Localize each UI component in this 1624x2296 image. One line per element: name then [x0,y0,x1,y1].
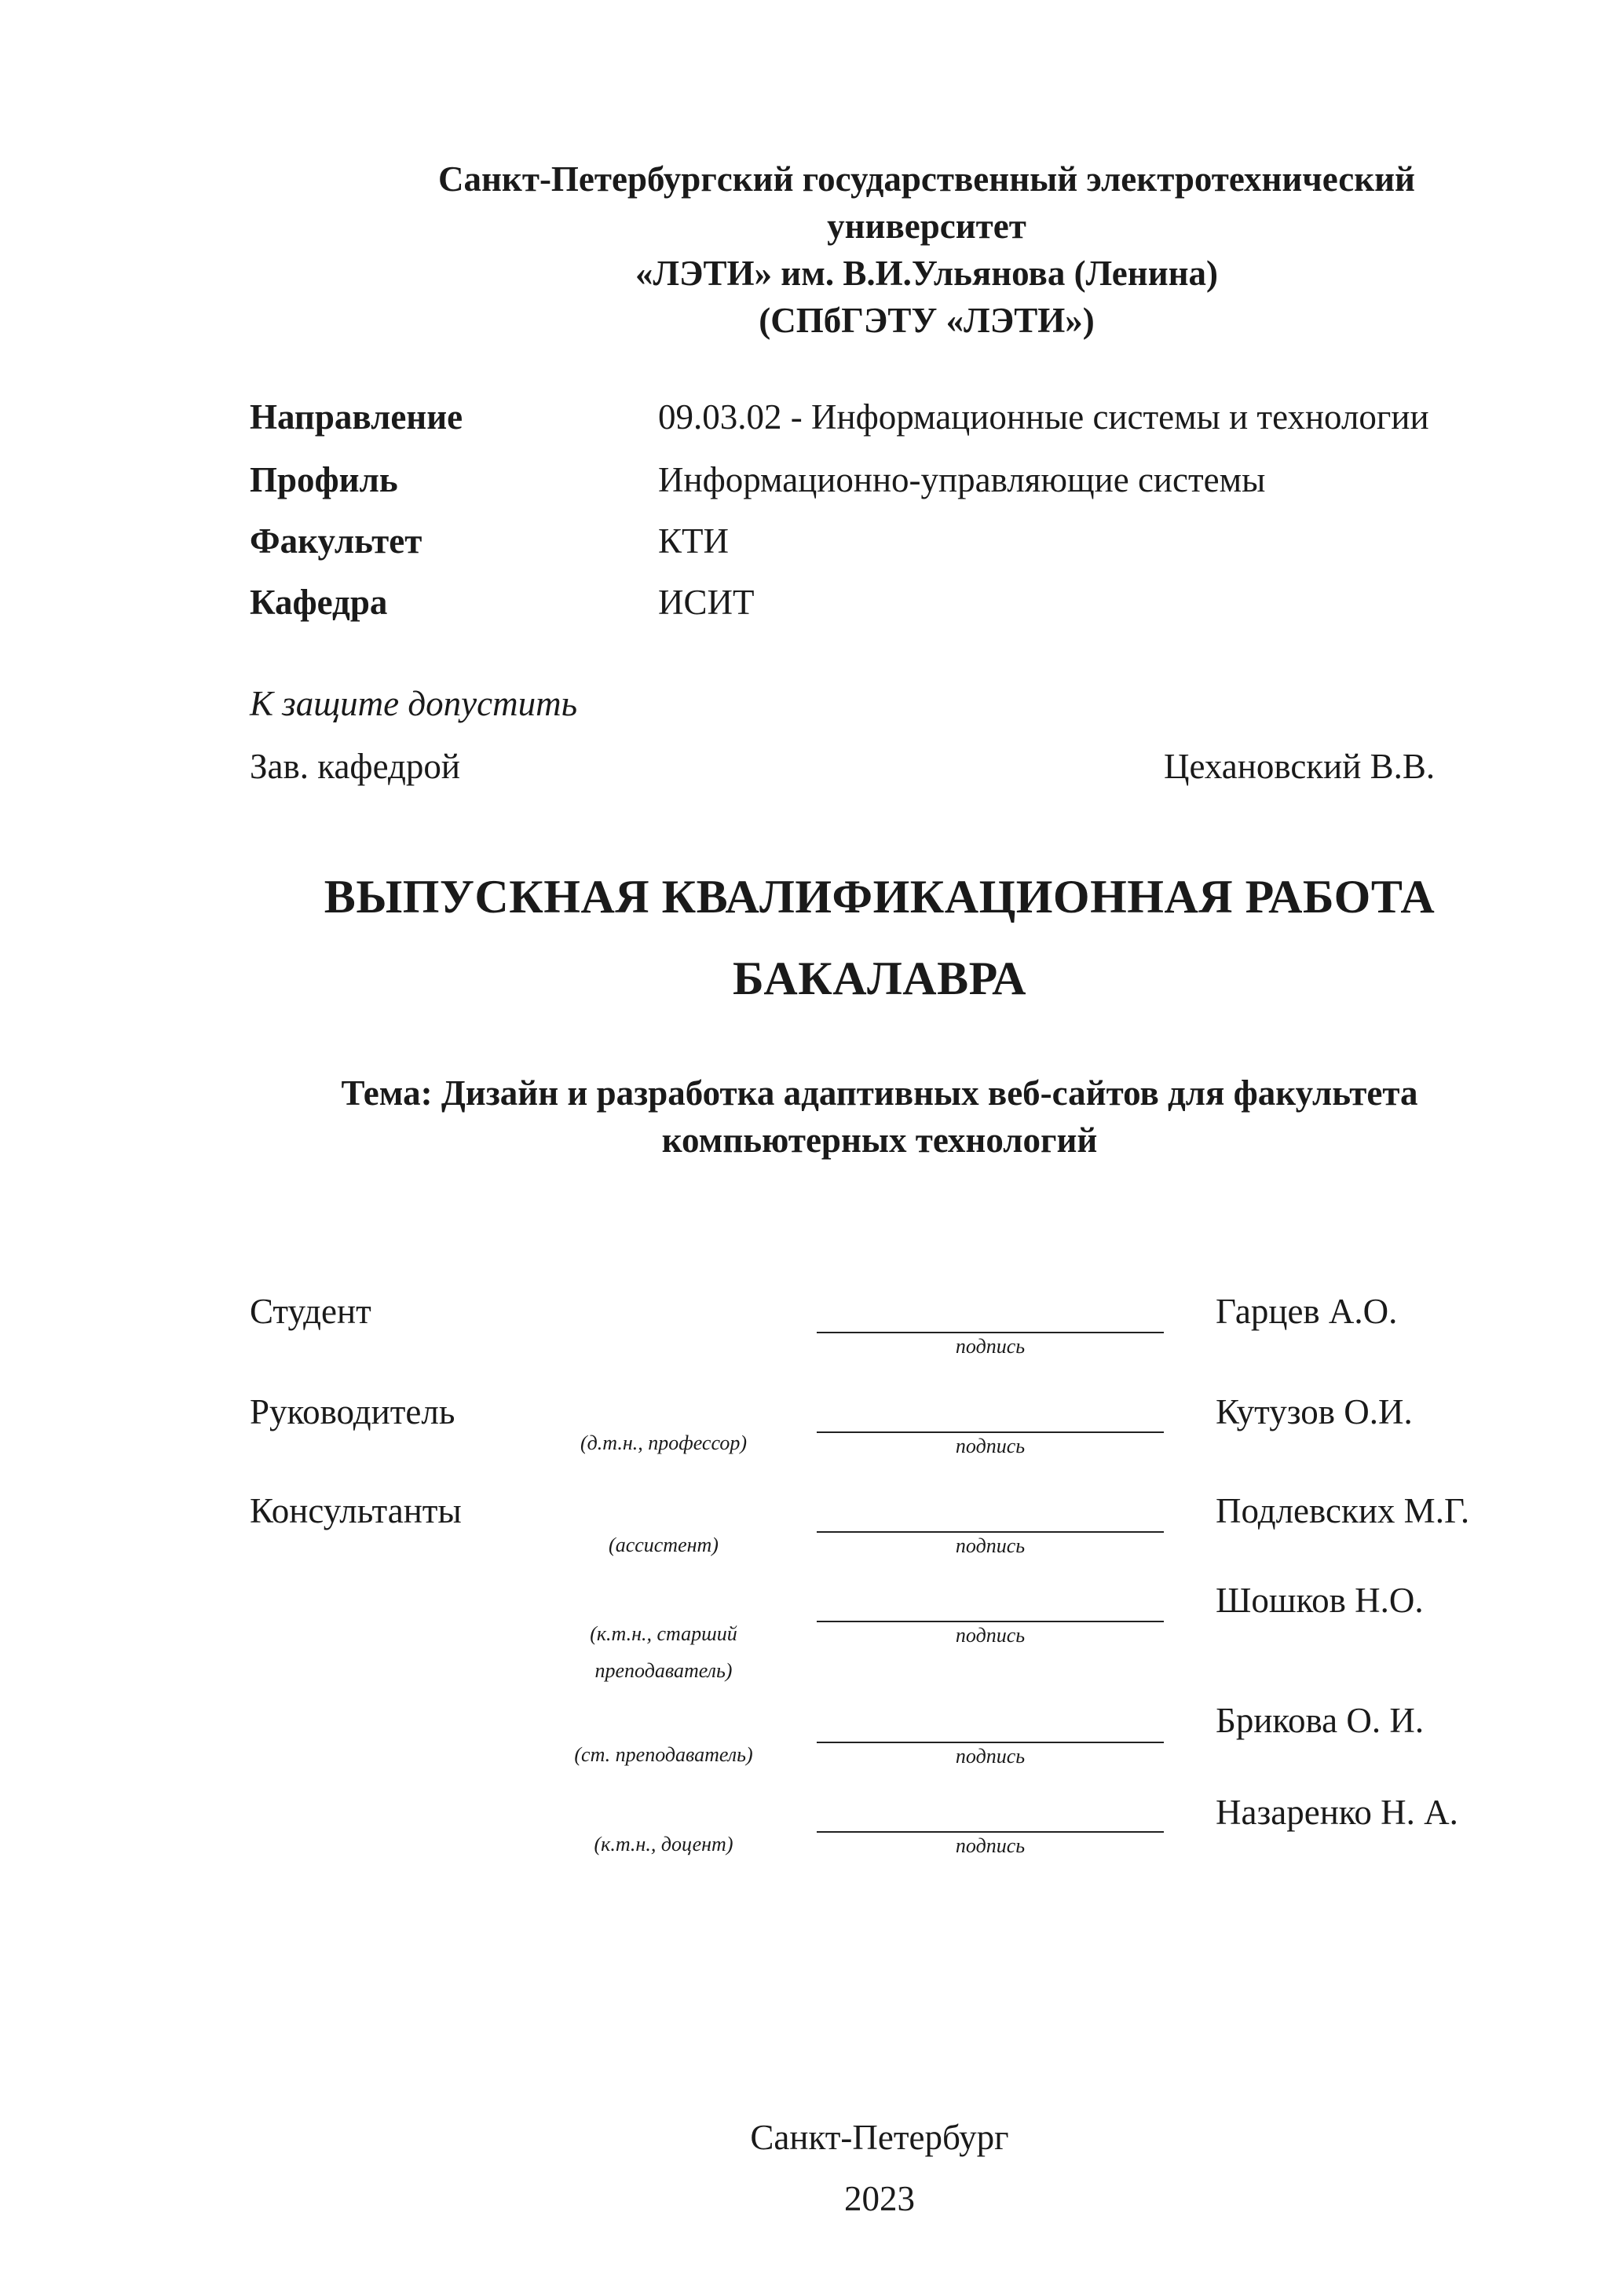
signature-line [817,1742,1164,1743]
student-name: Гарцев А.О. [1216,1292,1398,1331]
document-title [157,856,1602,1019]
admission-note: К защите допустить [250,684,578,723]
department-label: Кафедра [250,583,388,622]
consultant-rank: (ассистент) [609,1534,719,1556]
faculty-label: Факультет [250,521,422,561]
consultant-name: Назаренко Н. А. [1216,1793,1458,1832]
university-name [283,155,1571,344]
signature-line [817,1831,1164,1833]
head-of-department-name: Цехановский В.В. [1164,747,1436,786]
profile-value: Информационно-управляющие системы [658,460,1266,499]
faculty-value: КТИ [658,521,729,561]
footer-year: 2023 [844,2179,915,2218]
supervisor-rank: (д.т.н., профессор) [580,1431,748,1454]
university-line-2: университет [827,207,1026,246]
supervisor-label: Руководитель [250,1392,455,1431]
footer-city: Санкт-Петербург [750,2118,1009,2157]
consultant-rank: (к.т.н., доцент) [594,1833,733,1855]
thesis-topic-line-2: компьютерных технологий [661,1121,1098,1160]
consultant-name: Подлевских М.Г. [1216,1491,1470,1530]
supervisor-name: Кутузов О.И. [1216,1392,1413,1431]
document-title-line-2: БАКАЛАВРА [733,952,1026,1004]
signature-caption: подпись [955,1624,1026,1647]
signature-caption: подпись [955,1335,1026,1358]
signature-caption: подпись [955,1435,1026,1457]
signature-caption: подпись [955,1534,1026,1557]
department-value: ИСИТ [658,583,755,622]
profile-label: Профиль [250,460,398,499]
university-line-3: «ЛЭТИ» им. В.И.Ульянова (Ленина) [635,254,1219,293]
consultant-rank-continued: преподаватель) [594,1659,733,1682]
signature-caption: подпись [955,1834,1026,1857]
student-label: Студент [250,1292,371,1331]
head-of-department-label: Зав. кафедрой [250,747,460,786]
thesis-topic [157,1069,1602,1164]
consultant-rank: (к.т.н., старший [590,1622,737,1645]
university-line-1: Санкт-Петербургский государственный электротехнический [437,159,1415,199]
signature-line [817,1332,1164,1333]
signature-line [817,1621,1164,1622]
signature-line [817,1431,1164,1433]
direction-label: Направление [250,397,463,437]
university-line-4: (СПбГЭТУ «ЛЭТИ») [759,301,1095,340]
thesis-topic-line-1: Тема: Дизайн и разработка адаптивных веб-сайтов для факультета [341,1073,1418,1113]
signature-line [817,1531,1164,1533]
signature-caption: подпись [955,1745,1026,1768]
consultant-rank: (ст. преподаватель) [574,1743,753,1766]
consultant-name: Брикова О. И. [1216,1701,1425,1740]
direction-value: 09.03.02 - Информационные системы и технологии [658,397,1429,437]
document-title-line-1: ВЫПУСКНАЯ КВАЛИФИКАЦИОННАЯ РАБОТА [324,871,1436,923]
consultants-label: Консультанты [250,1491,462,1530]
consultant-name: Шошков Н.О. [1216,1581,1424,1620]
